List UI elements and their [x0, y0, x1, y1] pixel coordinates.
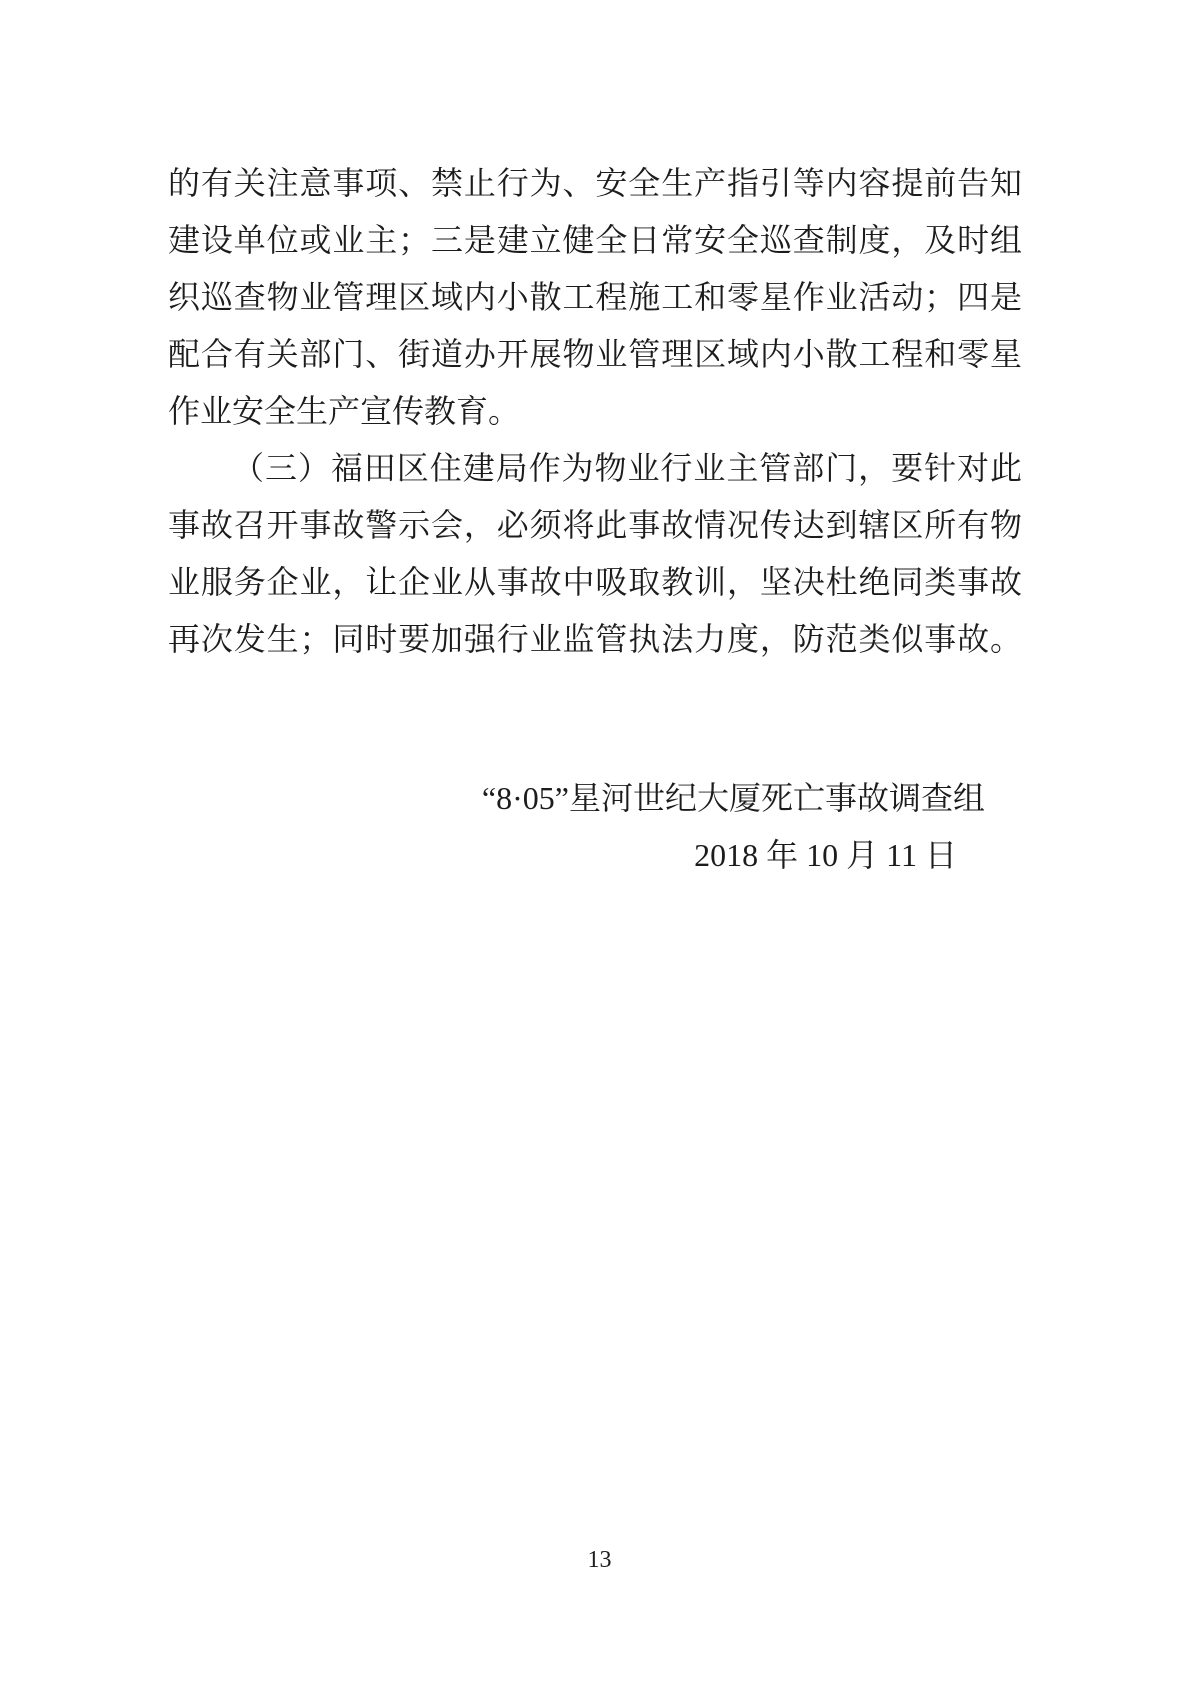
- body-line: 事故召开事故警示会，必须将此事故情况传达到辖区所有物: [168, 507, 1022, 543]
- body-line: 的有关注意事项、禁止行为、安全生产指引等内容提前告知: [168, 165, 1022, 201]
- signature-date: 2018 年 10 月 11 日: [694, 837, 957, 873]
- body-line: 织巡查物业管理区域内小散工程施工和零星作业活动；四是: [168, 279, 1022, 315]
- body-line: 作业安全生产宣传教育。: [168, 393, 521, 429]
- page-number: 13: [587, 1547, 612, 1573]
- body-line: 再次发生；同时要加强行业监管执法力度，防范类似事故。: [168, 621, 1022, 657]
- body-line: （三）福田区住建局作为物业行业主管部门，要针对此: [232, 450, 1022, 486]
- body-line: 建设单位或业主；三是建立健全日常安全巡查制度，及时组: [168, 222, 1022, 258]
- body-line: 业服务企业，让企业从事故中吸取教训，坚决杜绝同类事故: [168, 564, 1022, 600]
- signature-organization: “8·05”星河世纪大厦死亡事故调查组: [481, 780, 985, 816]
- body-text: [168, 155, 1022, 668]
- body-line: 配合有关部门、街道办开展物业管理区域内小散工程和零星: [168, 336, 1022, 372]
